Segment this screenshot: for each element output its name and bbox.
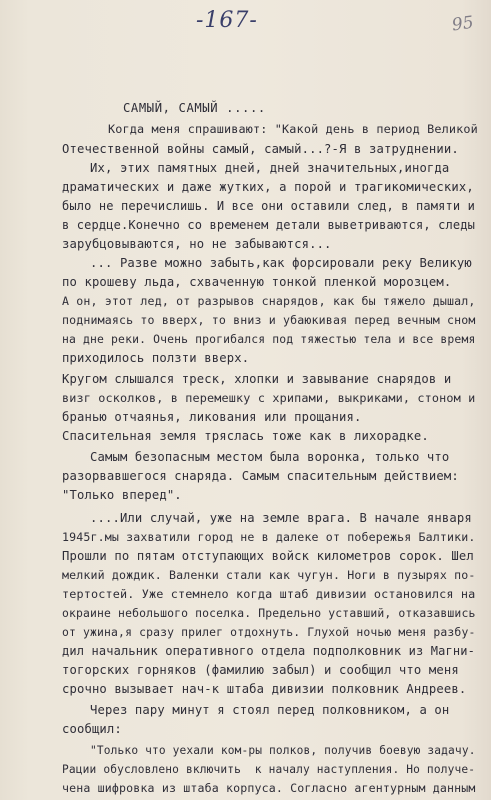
text-line: ... Разве можно забыть,как форсировали реку Великую [90, 256, 472, 270]
corner-archive-number: 95 [450, 12, 475, 36]
text-line: Отечественной войны самый, самый...?-Я в затруднении. [62, 142, 459, 156]
text-line: зарубцовываются, но не забываются... [62, 237, 332, 251]
text-line: 1945г.мы захватили город не в далеке от побережья Балтики. [62, 530, 476, 544]
text-line: Через пару минут я стоял перед полковником, а он [90, 703, 450, 717]
text-line: ....Или случай, уже на земле врага. В начале января [90, 511, 472, 525]
page-number: -167- [196, 8, 258, 33]
document-title: САМЫЙ, САМЫЙ ..... [123, 101, 266, 115]
text-line: чена шифровка из штаба корпуса. Согласно агентурным данным [62, 781, 476, 795]
text-line: от ужина,я сразу прилег отдохнуть. Глухой ночью меня разбу- [62, 625, 476, 639]
text-line: по крошеву льда, схваченную тонкой пленкой морозцем. [62, 275, 452, 289]
text-line: Кругом слышался треск, хлопки и завывание снарядов и [62, 372, 452, 386]
text-line: на дне реки. Очень прогибался под тяжестью тела и все время [62, 332, 476, 346]
text-line: срочно вызывает нач-к штаба дивизии полковник Андреев. [62, 682, 467, 696]
text-line: Прошли по пятам отступающих войск километров сорок. Шел [62, 549, 474, 563]
text-line: Самым безопасным местом была воронка, только что [90, 450, 450, 464]
text-line: драматических и даже жутких, а порой и трагикомических, [62, 180, 474, 194]
text-line: дил начальник оперативного отдела подполковник из Магни- [62, 644, 475, 658]
text-line: Их, этих памятных дней, дней значительных,иногда [90, 161, 450, 175]
text-line: "Только что уехали ком-ры полков, получив боевую задачу. [90, 744, 476, 757]
text-line: Спасительная земля тряслась тоже как в лихорадке. [62, 429, 429, 443]
text-line: визг осколков, в перемешку с хрипами, выкриками, стоном и [62, 391, 476, 405]
text-line: тогорских горняков (фамилию забыл) и сообщил что меня [62, 663, 459, 677]
text-line: разорвавшегося снаряда. Самым спасительным действием: [62, 469, 459, 483]
text-line: в сердце.Конечно со временем детали выветриваются, следы [62, 218, 475, 232]
text-line: "Только вперед". [62, 488, 182, 502]
text-line: А он, этот лед, от разрывов снарядов, как бы тяжело дышал, [62, 294, 476, 308]
text-line: тертостей. Уже стемнело когда штаб дивизии остановился на [62, 587, 476, 601]
text-line: сообщил: [62, 722, 122, 736]
text-line: бранью отчаянья, ликования или прощания. [62, 410, 362, 424]
text-line: мелкий дождик. Валенки стали как чугун. Ноги в пузырях по- [62, 568, 476, 582]
text-line: приходилось ползти вверх. [62, 351, 250, 365]
text-line: было не перечислишь. И все они оставили след, в памяти и [62, 199, 475, 213]
text-line: Рации обусловлено включить к началу наступления. Но получе- [62, 763, 476, 776]
text-line: окраине небольшого поселка. Предельно уставший, отказавшись [62, 606, 476, 620]
text-line: поднимаясь то вверх, то вниз и убаюкивая перед вечным сном [62, 313, 476, 327]
text-line: Когда меня спрашивают: "Какой день в период Великой [108, 122, 478, 136]
